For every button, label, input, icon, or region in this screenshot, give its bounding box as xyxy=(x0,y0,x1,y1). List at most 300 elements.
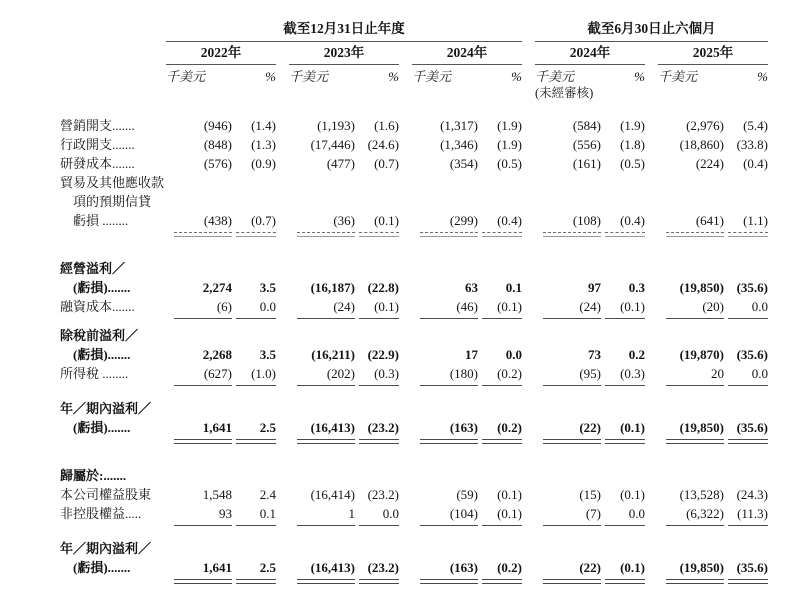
row-label-line: 非控股權益..... xyxy=(60,506,142,521)
value-pair xyxy=(535,278,645,297)
rule-segment xyxy=(420,439,478,444)
percent-cell: 0.0 xyxy=(382,506,399,521)
rule-segment xyxy=(605,439,645,444)
value-pair xyxy=(658,418,768,437)
row-label-line: (虧損)....... xyxy=(60,420,131,435)
period-group-title: 截至12月31日止年度 xyxy=(166,20,522,42)
amount-cell: (946) xyxy=(203,118,232,133)
row-label xyxy=(60,504,166,523)
row-label xyxy=(60,485,166,504)
rule-pair xyxy=(289,579,399,584)
row-label-line: 項的預期信貸 xyxy=(60,194,152,209)
percent-cell: (0.4) xyxy=(497,213,522,228)
table-row xyxy=(60,259,790,297)
rule-segment xyxy=(359,232,399,237)
amount-cell: 1 xyxy=(348,506,355,521)
unaudited-note xyxy=(166,86,276,102)
percent-label: % xyxy=(388,69,399,84)
unit-label: 千美元 xyxy=(166,69,206,84)
unaudited-note: (未經審核) xyxy=(535,86,594,100)
value-pair xyxy=(535,154,645,173)
percent-cell: (1.8) xyxy=(620,137,645,152)
value-pair xyxy=(535,297,645,316)
percent-cell: 2.5 xyxy=(259,560,276,575)
unit-pair xyxy=(289,65,399,86)
rule-segment xyxy=(297,525,355,527)
percent-cell: 0.0 xyxy=(259,299,276,314)
value-pair xyxy=(166,116,276,135)
percent-cell: (0.7) xyxy=(374,156,399,171)
amount-cell: (438) xyxy=(203,213,232,228)
value-pair xyxy=(412,297,522,316)
unit-pair xyxy=(412,65,522,86)
rule-pair xyxy=(535,232,645,237)
percent-cell: 0.3 xyxy=(628,280,645,295)
table-row xyxy=(60,539,790,577)
rule-segment xyxy=(543,439,601,444)
rule-segment xyxy=(543,579,601,584)
rule-pair xyxy=(412,232,522,237)
percent-cell: (23.2) xyxy=(367,487,399,502)
rule-pair xyxy=(535,439,645,444)
header-period-groups xyxy=(166,20,790,42)
percent-cell: 3.5 xyxy=(259,347,276,362)
amount-cell: 2,268 xyxy=(202,347,232,362)
rule-pair xyxy=(289,525,399,527)
amount-cell: (556) xyxy=(572,137,601,152)
rule-pair xyxy=(412,318,522,320)
percent-label: % xyxy=(634,69,645,84)
percent-cell: (35.6) xyxy=(736,280,768,295)
unit-label: 千美元 xyxy=(412,69,452,84)
row-label-line: 年／期內溢利／ xyxy=(60,541,152,556)
value-pair xyxy=(289,558,399,577)
value-pair xyxy=(166,135,276,154)
rule-segment xyxy=(236,385,276,387)
row-label-line: 融資成本....... xyxy=(60,299,135,314)
rule-segment xyxy=(605,579,645,584)
rule-segment xyxy=(605,385,645,387)
row-label-line: 年／期內溢利／ xyxy=(60,401,152,416)
rule-pair xyxy=(289,439,399,444)
amount-cell: (180) xyxy=(449,366,478,381)
unit-pair xyxy=(535,65,645,86)
rule-segment xyxy=(482,385,522,387)
percent-cell: (23.2) xyxy=(367,560,399,575)
rule-segment xyxy=(605,318,645,320)
rule-pair xyxy=(166,579,276,584)
row-label-line: 除稅前溢利／ xyxy=(60,328,139,343)
table-row xyxy=(60,116,790,135)
value-pair xyxy=(658,364,768,383)
value-pair xyxy=(412,364,522,383)
percent-cell: (35.6) xyxy=(736,347,768,362)
rule-segment xyxy=(359,525,399,527)
amount-cell: (22) xyxy=(579,560,601,575)
percent-cell: (0.1) xyxy=(620,420,645,435)
amount-cell: (13,528) xyxy=(679,487,724,502)
rule-segment xyxy=(174,525,232,527)
rule-pair xyxy=(289,318,399,320)
rule-pair xyxy=(412,525,522,527)
value-pair xyxy=(412,345,522,364)
row-label xyxy=(60,173,166,230)
rule-segment xyxy=(297,439,355,444)
value-pair xyxy=(412,558,522,577)
header-years xyxy=(166,42,790,65)
percent-cell: (0.7) xyxy=(251,213,276,228)
percent-cell: (24.3) xyxy=(736,487,768,502)
value-pair xyxy=(535,364,645,383)
amount-cell: (20) xyxy=(702,299,724,314)
rule-segment xyxy=(174,318,232,320)
amount-cell: (202) xyxy=(326,366,355,381)
rule-segment xyxy=(297,232,355,237)
rule-segment xyxy=(482,439,522,444)
percent-cell: (0.1) xyxy=(620,487,645,502)
percent-cell: (0.2) xyxy=(497,560,522,575)
amount-cell: (299) xyxy=(449,213,478,228)
percent-cell: (0.5) xyxy=(620,156,645,171)
value-pair xyxy=(289,278,399,297)
rule-pair xyxy=(412,579,522,584)
value-pair xyxy=(412,211,522,230)
amount-cell: (1,317) xyxy=(440,118,478,133)
year-label: 2023年 xyxy=(289,42,399,65)
row-label-line: 歸屬於:....... xyxy=(60,468,127,483)
value-pair xyxy=(412,418,522,437)
amount-cell: (584) xyxy=(572,118,601,133)
value-pair xyxy=(412,116,522,135)
year-label: 2024年 xyxy=(412,42,522,65)
rule-segment xyxy=(728,232,768,237)
rule-segment xyxy=(728,318,768,320)
percent-cell: (1.4) xyxy=(251,118,276,133)
unit-pair xyxy=(166,65,276,86)
rule-segment xyxy=(728,439,768,444)
unaudited-note xyxy=(412,86,522,102)
unaudited-note xyxy=(658,86,768,102)
row-label-line: (虧損)....... xyxy=(60,280,131,295)
rule-row xyxy=(166,385,790,387)
amount-cell: (16,187) xyxy=(310,280,355,295)
amount-cell: (59) xyxy=(456,487,478,502)
percent-cell: (1.6) xyxy=(374,118,399,133)
rule-pair xyxy=(166,232,276,237)
rule-pair xyxy=(535,318,645,320)
rule-segment xyxy=(482,525,522,527)
value-pair xyxy=(658,345,768,364)
amount-cell: (16,414) xyxy=(310,487,355,502)
rule-pair xyxy=(658,579,768,584)
financial-results-table xyxy=(60,20,790,585)
rule-segment xyxy=(236,232,276,237)
amount-cell: 20 xyxy=(711,366,724,381)
rule-pair xyxy=(535,525,645,527)
rule-segment xyxy=(359,318,399,320)
percent-label: % xyxy=(757,69,768,84)
percent-cell: (1.9) xyxy=(497,137,522,152)
unit-label: 千美元 xyxy=(289,69,329,84)
amount-cell: (1,193) xyxy=(317,118,355,133)
year-label: 2025年 xyxy=(658,42,768,65)
rule-segment xyxy=(174,385,232,387)
rule-pair xyxy=(289,232,399,237)
amount-cell: (17,446) xyxy=(310,137,355,152)
percent-cell: (33.8) xyxy=(736,137,768,152)
table-row xyxy=(60,364,790,383)
row-label-line: 研發成本....... xyxy=(60,156,135,171)
rule-segment xyxy=(420,232,478,237)
value-pair xyxy=(166,278,276,297)
row-label xyxy=(60,364,166,383)
percent-cell: (1.9) xyxy=(620,118,645,133)
value-pair xyxy=(166,345,276,364)
rule-segment xyxy=(543,318,601,320)
amount-cell: (163) xyxy=(449,560,478,575)
amount-cell: 17 xyxy=(465,347,478,362)
percent-cell: (24.6) xyxy=(367,137,399,152)
percent-cell: 0.2 xyxy=(628,347,645,362)
percent-cell: (22.8) xyxy=(367,280,399,295)
unit-label: 千美元 xyxy=(535,69,575,84)
row-label-line: 營銷開支....... xyxy=(60,118,135,133)
amount-cell: (36) xyxy=(333,213,355,228)
percent-cell: (0.1) xyxy=(374,213,399,228)
value-pair xyxy=(412,135,522,154)
value-pair xyxy=(166,504,276,523)
value-pair xyxy=(289,418,399,437)
row-label xyxy=(60,297,166,316)
rule-pair xyxy=(166,525,276,527)
value-pair xyxy=(289,154,399,173)
amount-cell: (22) xyxy=(579,420,601,435)
value-pair xyxy=(289,297,399,316)
percent-cell: (23.2) xyxy=(367,420,399,435)
unaudited-note xyxy=(289,86,399,102)
amount-cell: 1,641 xyxy=(202,420,232,435)
rule-segment xyxy=(236,318,276,320)
value-pair xyxy=(658,116,768,135)
rule-segment xyxy=(174,579,232,584)
rule-segment xyxy=(728,525,768,527)
value-pair xyxy=(412,278,522,297)
value-pair xyxy=(166,418,276,437)
value-pair xyxy=(166,297,276,316)
amount-cell: (16,413) xyxy=(310,560,355,575)
row-label-line: (虧損)....... xyxy=(60,347,131,362)
value-pair xyxy=(289,364,399,383)
amount-cell: (18,860) xyxy=(679,137,724,152)
rule-pair xyxy=(289,385,399,387)
value-pair xyxy=(166,485,276,504)
rule-segment xyxy=(482,318,522,320)
value-pair xyxy=(412,504,522,523)
value-pair xyxy=(535,116,645,135)
value-pair xyxy=(658,211,768,230)
percent-cell: (0.1) xyxy=(497,299,522,314)
amount-cell: (24) xyxy=(579,299,601,314)
percent-label: % xyxy=(265,69,276,84)
value-pair xyxy=(535,504,645,523)
value-pair xyxy=(289,135,399,154)
value-pair xyxy=(166,211,276,230)
rule-pair xyxy=(658,439,768,444)
percent-cell: 2.4 xyxy=(259,487,276,502)
row-label xyxy=(60,326,166,364)
value-pair xyxy=(658,485,768,504)
row-label-line: 虧損 ........ xyxy=(60,213,129,228)
amount-cell: (16,211) xyxy=(311,347,355,362)
percent-cell: (0.3) xyxy=(620,366,645,381)
header-notes xyxy=(166,86,790,102)
rule-segment xyxy=(297,385,355,387)
value-pair xyxy=(658,135,768,154)
table-row xyxy=(60,135,790,154)
amount-cell: (1,346) xyxy=(440,137,478,152)
rule-segment xyxy=(543,232,601,237)
percent-cell: (0.5) xyxy=(497,156,522,171)
rule-pair xyxy=(166,318,276,320)
percent-cell: (0.1) xyxy=(620,560,645,575)
value-pair xyxy=(289,345,399,364)
amount-cell: 1,548 xyxy=(202,487,232,502)
rule-pair xyxy=(658,232,768,237)
row-label-line: 經營溢利／ xyxy=(60,261,126,276)
rule-pair xyxy=(166,439,276,444)
row-label-line: (虧損)....... xyxy=(60,560,131,575)
rule-pair xyxy=(412,385,522,387)
rule-segment xyxy=(420,579,478,584)
row-label-line: 所得稅 ........ xyxy=(60,366,129,381)
rule-segment xyxy=(420,318,478,320)
amount-cell: (224) xyxy=(695,156,724,171)
amount-cell: (477) xyxy=(326,156,355,171)
amount-cell: 63 xyxy=(465,280,478,295)
rule-row xyxy=(166,525,790,527)
rule-segment xyxy=(666,232,724,237)
percent-cell: (0.3) xyxy=(374,366,399,381)
percent-cell: (5.4) xyxy=(743,118,768,133)
value-pair xyxy=(289,504,399,523)
amount-cell: 1,641 xyxy=(202,560,232,575)
rule-row xyxy=(166,232,790,237)
rule-segment xyxy=(605,232,645,237)
rule-pair xyxy=(658,525,768,527)
rule-segment xyxy=(236,525,276,527)
amount-cell: (19,850) xyxy=(679,420,724,435)
rule-pair xyxy=(535,579,645,584)
percent-cell: (11.3) xyxy=(737,506,768,521)
rule-pair xyxy=(412,439,522,444)
row-label xyxy=(60,466,166,485)
unit-pair xyxy=(658,65,768,86)
rule-segment xyxy=(666,525,724,527)
row-label xyxy=(60,135,166,154)
percent-cell: 0.0 xyxy=(751,366,768,381)
value-pair xyxy=(166,154,276,173)
percent-cell: 0.0 xyxy=(505,347,522,362)
amount-cell: (163) xyxy=(449,420,478,435)
rule-segment xyxy=(359,439,399,444)
amount-cell: (354) xyxy=(449,156,478,171)
rule-segment xyxy=(420,525,478,527)
rule-segment xyxy=(482,232,522,237)
amount-cell: (641) xyxy=(695,213,724,228)
value-pair xyxy=(289,116,399,135)
amount-cell: (6) xyxy=(216,299,232,314)
year-label: 2022年 xyxy=(166,42,276,65)
percent-cell: (0.1) xyxy=(374,299,399,314)
row-label xyxy=(60,259,166,297)
percent-cell: (0.4) xyxy=(620,213,645,228)
rule-pair xyxy=(535,385,645,387)
unit-label: 千美元 xyxy=(658,69,698,84)
percent-cell: (0.1) xyxy=(497,506,522,521)
amount-cell: (95) xyxy=(579,366,601,381)
value-pair xyxy=(535,558,645,577)
table-row xyxy=(60,485,790,504)
rule-row xyxy=(166,579,790,584)
rule-segment xyxy=(728,579,768,584)
year-label: 2024年 xyxy=(535,42,645,65)
rule-row xyxy=(166,439,790,444)
percent-cell: (0.2) xyxy=(497,366,522,381)
amount-cell: (24) xyxy=(333,299,355,314)
row-label xyxy=(60,539,166,577)
table-row xyxy=(60,326,790,364)
amount-cell: (576) xyxy=(203,156,232,171)
amount-cell: (6,322) xyxy=(686,506,724,521)
rule-segment xyxy=(297,579,355,584)
percent-cell: (22.9) xyxy=(367,347,399,362)
rule-pair xyxy=(166,385,276,387)
percent-cell: (0.2) xyxy=(497,420,522,435)
row-label xyxy=(60,116,166,135)
amount-cell: (16,413) xyxy=(310,420,355,435)
amount-cell: 73 xyxy=(588,347,601,362)
rule-segment xyxy=(728,385,768,387)
value-pair xyxy=(658,297,768,316)
rule-segment xyxy=(236,439,276,444)
rule-segment xyxy=(543,525,601,527)
amount-cell: (46) xyxy=(456,299,478,314)
rule-segment xyxy=(359,579,399,584)
rule-segment xyxy=(543,385,601,387)
rule-segment xyxy=(482,579,522,584)
rule-segment xyxy=(297,318,355,320)
rule-segment xyxy=(236,579,276,584)
rule-segment xyxy=(359,385,399,387)
rule-segment xyxy=(666,385,724,387)
value-pair xyxy=(166,558,276,577)
amount-cell: (15) xyxy=(579,487,601,502)
table-row xyxy=(60,504,790,523)
row-label-line: 本公司權益股東 xyxy=(60,487,152,502)
amount-cell: 97 xyxy=(588,280,601,295)
percent-cell: 0.1 xyxy=(259,506,276,521)
value-pair xyxy=(166,364,276,383)
value-pair xyxy=(412,154,522,173)
amount-cell: (19,850) xyxy=(679,560,724,575)
rule-row xyxy=(166,318,790,320)
table-row xyxy=(60,297,790,316)
percent-cell: (1.3) xyxy=(251,137,276,152)
percent-cell: (35.6) xyxy=(736,560,768,575)
header-units xyxy=(166,65,790,86)
percent-cell: (0.1) xyxy=(497,487,522,502)
amount-cell: (108) xyxy=(572,213,601,228)
